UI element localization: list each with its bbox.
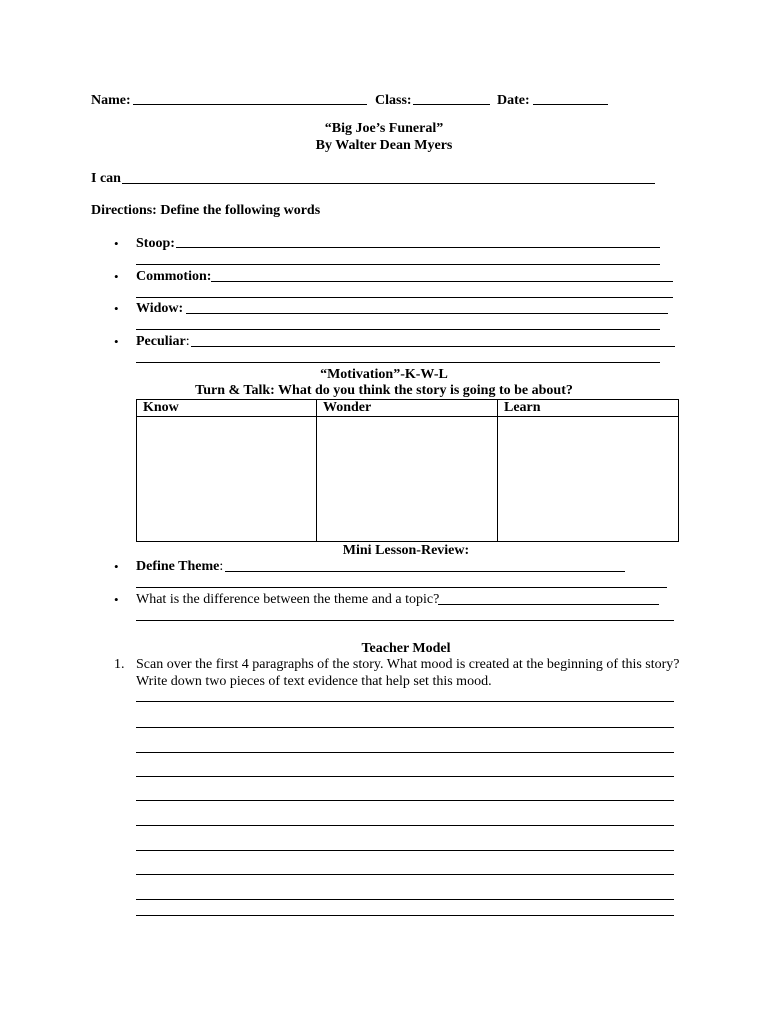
answer-line[interactable] (136, 701, 674, 702)
date-label: Date: (497, 93, 530, 108)
answer-line[interactable] (136, 776, 674, 777)
bullet-icon: • (114, 592, 119, 607)
vocab-word: Stoop: (136, 236, 175, 251)
bullet-icon: • (114, 301, 119, 316)
answer-line[interactable] (136, 825, 674, 826)
i-can-blank[interactable] (122, 183, 655, 184)
directions: Directions: Define the following words (91, 203, 321, 218)
vocab-word-peculiar (136, 334, 190, 350)
answer-line[interactable] (136, 915, 674, 916)
vocab-blank[interactable] (191, 346, 675, 347)
vocab-blank[interactable] (186, 313, 668, 314)
story-title: “Big Joe’s Funeral” (324, 121, 444, 136)
define-theme-label: Define Theme (136, 559, 220, 574)
vocab-blank[interactable] (136, 329, 660, 330)
vocab-word: Peculiar (136, 334, 186, 349)
answer-line[interactable] (136, 727, 674, 728)
question-text-2: Write down two pieces of text evidence that help set this mood. (136, 674, 492, 689)
vocab-blank[interactable] (136, 297, 673, 298)
vocab-suffix: : (185, 334, 190, 349)
mini-lesson-title: Mini Lesson-Review: (342, 543, 470, 558)
teacher-model-title: Teacher Model (361, 641, 451, 656)
i-can-label: I can (91, 171, 121, 186)
define-theme-blank[interactable] (136, 587, 667, 588)
define-theme-blank[interactable] (225, 571, 625, 572)
class-label: Class: (375, 93, 412, 108)
name-label: Name: (91, 93, 131, 108)
kwl-table (136, 399, 679, 542)
vocab-word: Widow: (136, 301, 184, 316)
answer-line[interactable] (136, 874, 674, 875)
kwl-cell-know[interactable] (137, 417, 317, 542)
difference-question: What is the difference between the theme and a topic? (136, 592, 440, 607)
bullet-icon: • (114, 559, 119, 574)
bullet-icon: • (114, 236, 119, 251)
difference-blank[interactable] (438, 604, 659, 605)
kwl-cell-learn[interactable] (498, 417, 679, 542)
question-number: 1. (114, 657, 125, 672)
define-theme (136, 559, 223, 575)
question-text: Scan over the first 4 paragraphs of the story. What mood is created at the beginning of this story? (136, 657, 680, 672)
story-author: By Walter Dean Myers (315, 138, 453, 153)
answer-line[interactable] (136, 899, 674, 900)
vocab-blank[interactable] (136, 264, 660, 265)
class-blank[interactable] (413, 104, 490, 105)
answer-line[interactable] (136, 752, 674, 753)
kwl-header-know: Know (137, 400, 317, 417)
kwl-title: “Motivation”-K-W-L (320, 367, 448, 382)
answer-line[interactable] (136, 850, 674, 851)
name-blank[interactable] (133, 104, 367, 105)
bullet-icon: • (114, 269, 119, 284)
vocab-word: Commotion: (136, 269, 212, 284)
kwl-header-wonder: Wonder (317, 400, 498, 417)
vocab-blank[interactable] (176, 247, 660, 248)
vocab-blank[interactable] (211, 281, 673, 282)
kwl-cell-wonder[interactable] (317, 417, 498, 542)
kwl-header-learn: Learn (498, 400, 679, 417)
difference-blank[interactable] (136, 620, 674, 621)
answer-line[interactable] (136, 800, 674, 801)
date-blank[interactable] (533, 104, 608, 105)
bullet-icon: • (114, 334, 119, 349)
vocab-blank[interactable] (136, 362, 660, 363)
kwl-prompt: Turn & Talk: What do you think the story is going to be about? (195, 383, 573, 398)
define-theme-suffix: : (219, 559, 224, 574)
